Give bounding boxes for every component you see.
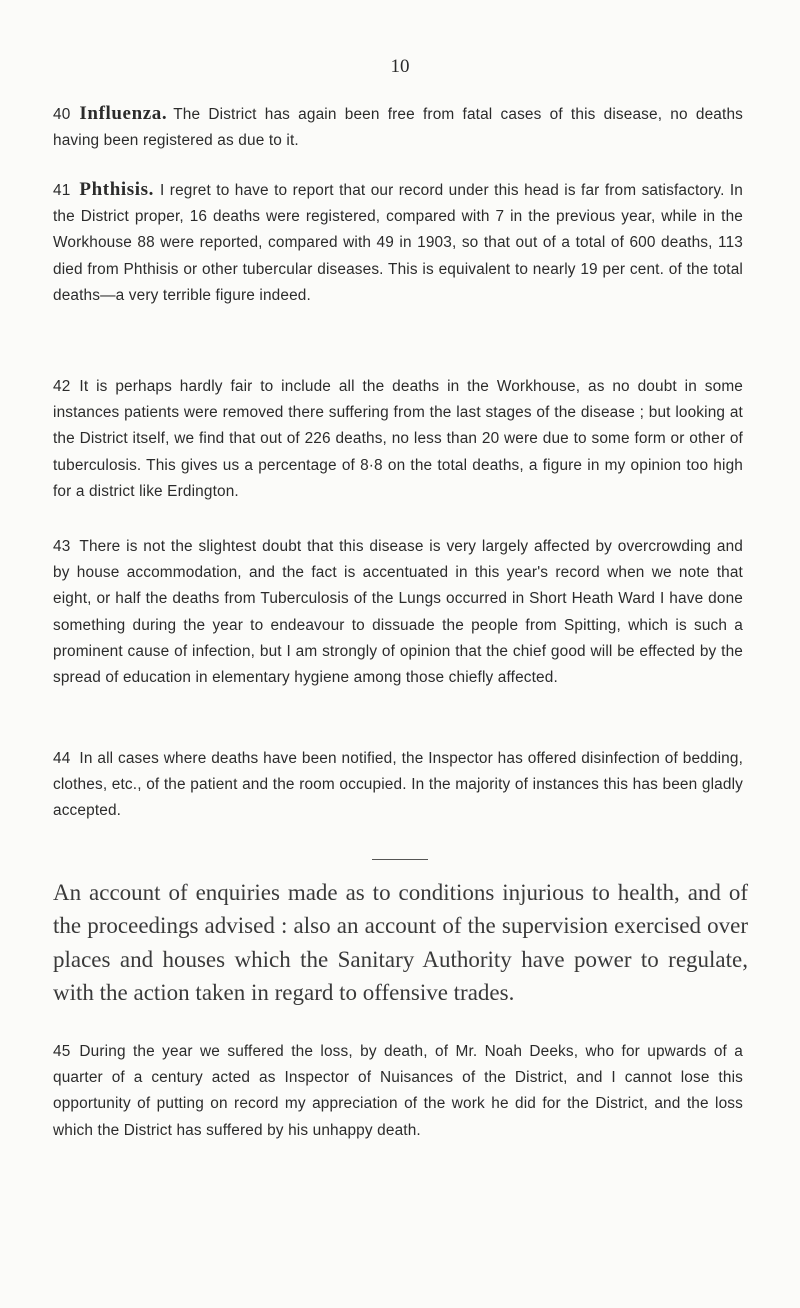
paragraph-number: 43 bbox=[53, 538, 71, 555]
paragraph-42 bbox=[53, 374, 743, 505]
paragraph-text: I regret to have to report that our record under this head is far from satisfactory. In the District proper, 16 deaths were registered, compared with 7 in the previous year, while in the Workhouse 88 were reported, compared with 49 in 1903, so that out of a total of 600 deaths, 113 died from Phthisis or other tubercular diseases. This is equivalent to nearly 19 per cent. of the total deaths—a very terrible figure indeed. bbox=[53, 182, 743, 304]
paragraph-text: There is not the slightest doubt that this disease is very largely affected by overcrowding and by house accommodation, and the fact is accentuated in this year's record when we note that eight, or half the deaths from Tuberculosis of the Lungs occurred in Short Heath Ward I have done something during the year to endeavour to dissuade the people from Spitting, which is such a prominent cause of infection, but I am strongly of opinion that the chief good will be effected by the spread of education in elementary hygiene among those chiefly affected. bbox=[53, 538, 743, 687]
paragraph-text: The District has again been free from fatal cases of this disease, no deaths having been registered as due to it. bbox=[53, 106, 743, 150]
paragraph-heading-influenza: Influenza. bbox=[79, 103, 168, 124]
paragraph-number: 42 bbox=[53, 378, 71, 395]
paragraph-text: In all cases where deaths have been notified, the Inspector has offered disinfection of bedding, clothes, etc., of the patient and the room occupied. In the majority of instances this has been gladly accepted. bbox=[53, 750, 743, 820]
page-number: 10 bbox=[390, 56, 410, 77]
paragraph-40 bbox=[53, 101, 743, 154]
paragraph-45 bbox=[53, 1039, 743, 1144]
paragraph-41 bbox=[53, 177, 743, 309]
paragraph-text: It is perhaps hardly fair to include all the deaths in the Workhouse, as no doubt in some instances patients were removed there suffering from the last stages of the disease ; but looking at the District itself, we find that out of 226 deaths, no less than 20 were due to some form or other of tuberculosis. This gives us a percentage of 8·8 on the total deaths, a figure in my opinion too high for a district like Erdington. bbox=[53, 378, 743, 500]
paragraph-43 bbox=[53, 534, 743, 691]
paragraph-number: 41 bbox=[53, 182, 71, 199]
section-divider bbox=[372, 859, 428, 860]
paragraph-heading-phthisis: Phthisis. bbox=[79, 179, 154, 200]
paragraph-text: During the year we suffered the loss, by death, of Mr. Noah Deeks, who for upwards of a quarter of a century acted as Inspector of Nuisances of the District, and I cannot lose this opportunity of putting on record my appreciation of the work he did for the District, and the loss which the District has suffered by his unhappy death. bbox=[53, 1043, 743, 1139]
paragraph-number: 40 bbox=[53, 106, 71, 123]
paragraph-44 bbox=[53, 746, 743, 825]
section-heading: An account of enquiries made as to conditions injurious to health, and of the proceedings advised : also an account of the supervision exercised over places and houses which the Sanitary Authority have power to regulate, with the action taken in regard to offensive trades. bbox=[53, 880, 748, 1006]
paragraph-number: 45 bbox=[53, 1043, 71, 1060]
paragraph-number: 44 bbox=[53, 750, 71, 767]
